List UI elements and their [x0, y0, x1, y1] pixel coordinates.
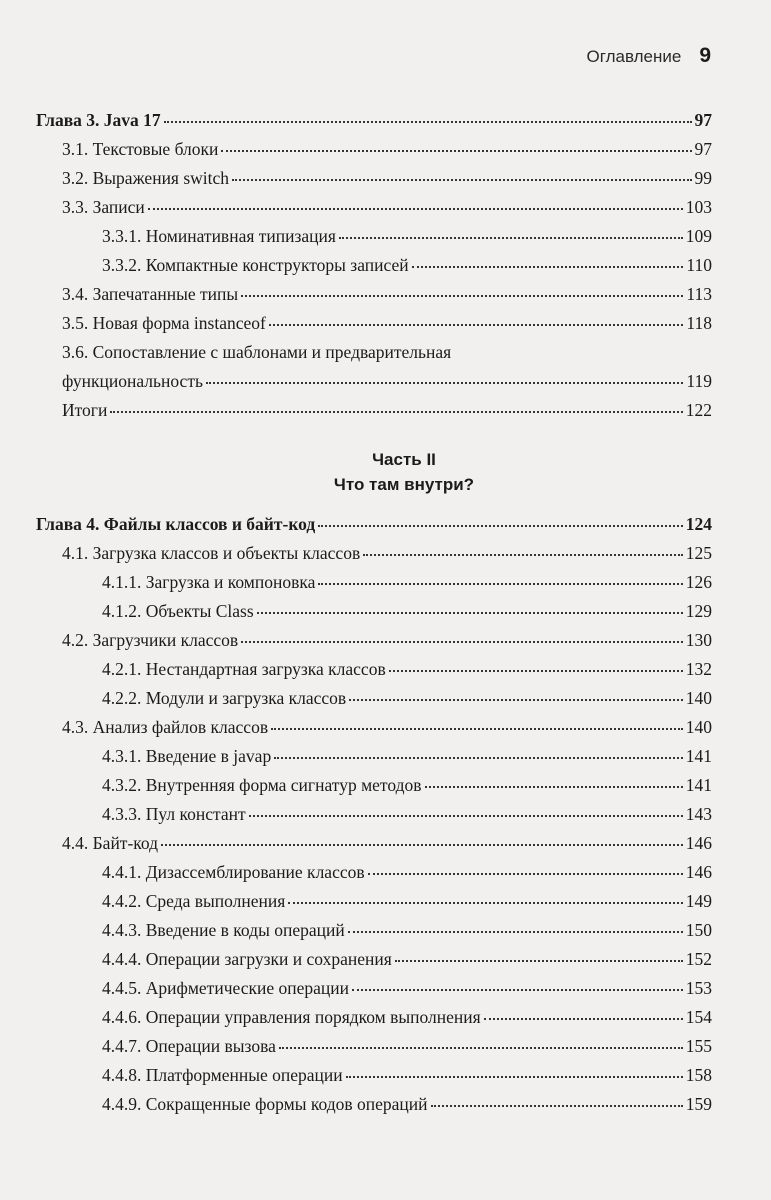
part-label: Часть II [372, 450, 436, 469]
toc-entry[interactable] [36, 1090, 712, 1119]
toc-entry[interactable] [36, 800, 712, 829]
dot-leader [425, 786, 683, 788]
toc-entry-title: 4.2.2. Модули и загрузка классов [102, 688, 347, 708]
toc-entry[interactable] [36, 251, 712, 280]
running-head [587, 44, 711, 68]
toc-entry[interactable] [36, 597, 712, 626]
toc-entry[interactable] [36, 1003, 712, 1032]
toc-entry-page: 153 [685, 978, 712, 998]
toc-entry-page: 146 [685, 833, 712, 853]
dot-leader [279, 1047, 683, 1049]
toc-entry-page: 124 [685, 514, 712, 534]
toc-entry[interactable] [36, 974, 712, 1003]
dot-leader [288, 902, 682, 904]
toc-entry[interactable] [36, 858, 712, 887]
dot-leader [148, 208, 683, 210]
dot-leader [389, 670, 683, 672]
toc-entry-title: 3.3.2. Компактные конструкторы записей [102, 255, 409, 275]
toc-entry-page: 146 [685, 862, 712, 882]
dot-leader [349, 699, 683, 701]
toc-entry-title: 4.4.7. Операции вызова [102, 1036, 276, 1056]
dot-leader [221, 150, 691, 152]
toc-entry-page: 118 [686, 313, 712, 333]
toc-entry-title: 4.4.2. Среда выполнения [102, 891, 286, 911]
toc-entry-title: 4.4.8. Платформенные операции [102, 1065, 343, 1085]
toc-entry-page: 150 [685, 920, 712, 940]
toc-entry[interactable] [36, 771, 712, 800]
toc-entry[interactable] [36, 684, 712, 713]
toc-entry-page: 125 [685, 543, 712, 563]
page-number: 9 [699, 44, 711, 67]
dot-leader [232, 179, 691, 181]
toc-entry[interactable] [36, 396, 712, 425]
toc-entry-page: 103 [685, 197, 712, 217]
toc-entry-title: 4.4.4. Операции загрузки и сохранения [102, 949, 392, 969]
toc-entry-page: 140 [685, 688, 712, 708]
toc-entry-page: 109 [685, 226, 712, 246]
dot-leader [318, 525, 682, 527]
toc-entry[interactable] [36, 1061, 712, 1090]
part-heading [36, 447, 712, 497]
dot-leader [110, 411, 682, 413]
toc-entry-page: 126 [685, 572, 712, 592]
dot-leader [484, 1018, 683, 1020]
toc-entry[interactable] [36, 742, 712, 771]
table-of-contents [36, 106, 712, 1119]
toc-entry-title: 4.2.1. Нестандартная загрузка классов [102, 659, 386, 679]
toc-entry-page: 130 [685, 630, 712, 650]
toc-entry-page: 110 [686, 255, 712, 275]
dot-leader [269, 324, 684, 326]
toc-entry[interactable] [36, 309, 712, 338]
dot-leader [318, 583, 682, 585]
toc-entry[interactable] [36, 280, 712, 309]
toc-entry[interactable] [36, 1032, 712, 1061]
toc-entry-title: 3.4. Запечатанные типы [62, 284, 239, 304]
toc-entry-page: 143 [685, 804, 712, 824]
dot-leader [241, 641, 683, 643]
toc-entry-title: 4.3.3. Пул констант [102, 804, 246, 824]
toc-entry[interactable] [36, 887, 712, 916]
toc-entry-title: 4.4.6. Операции управления порядком выполнения [102, 1007, 481, 1027]
toc-entry-title-line1: 3.6. Сопоставление с шаблонами и предварительная [62, 342, 452, 362]
toc-entry-title: 4.3.2. Внутренняя форма сигнатур методов [102, 775, 422, 795]
dot-leader [431, 1105, 683, 1107]
dot-leader [368, 873, 683, 875]
toc-entry-title: Глава 4. Файлы классов и байт-код [36, 514, 316, 534]
toc-entry-page: 158 [685, 1065, 712, 1085]
dot-leader [257, 612, 683, 614]
toc-entry-title: 3.3.1. Номинативная типизация [102, 226, 336, 246]
toc-entry-title: Глава 3. Java 17 [36, 110, 161, 130]
toc-entry-title: 4.2. Загрузчики классов [62, 630, 239, 650]
toc-entry-page: 154 [685, 1007, 712, 1027]
toc-chapter-4[interactable] [36, 510, 712, 539]
toc-entry-page: 97 [694, 139, 712, 159]
dot-leader [206, 382, 683, 384]
toc-entry-page: 99 [694, 168, 712, 188]
dot-leader [395, 960, 683, 962]
toc-entry-title: 4.4.1. Дизассемблирование классов [102, 862, 365, 882]
dot-leader [249, 815, 683, 817]
toc-entry-title: 4.4.9. Сокращенные формы кодов операций [102, 1094, 428, 1114]
toc-entry-title: 4.3.1. Введение в javap [102, 746, 272, 766]
toc-entry[interactable] [36, 539, 712, 568]
toc-entry[interactable] [36, 655, 712, 684]
toc-entry-title-line2: функциональность [62, 371, 203, 391]
toc-chapter-3[interactable] [36, 106, 712, 135]
toc-entry[interactable] [36, 626, 712, 655]
toc-entry-title: 4.4. Байт-код [62, 833, 159, 853]
toc-entry-page: 122 [685, 400, 712, 420]
toc-entry-page: 119 [686, 371, 712, 391]
toc-entry-title: 4.1.1. Загрузка и компоновка [102, 572, 316, 592]
part-title: Что там внутри? [333, 475, 475, 494]
dot-leader [363, 554, 683, 556]
toc-entry-title: 4.4.5. Арифметические операции [102, 978, 349, 998]
toc-entry[interactable] [36, 945, 712, 974]
dot-leader [274, 757, 683, 759]
running-title: Оглавление [586, 47, 682, 66]
dot-leader [271, 728, 683, 730]
toc-entry-page: 155 [685, 1036, 712, 1056]
dot-leader [348, 931, 683, 933]
toc-entry-title: 3.1. Текстовые блоки [62, 139, 219, 159]
toc-entry[interactable] [36, 713, 712, 742]
toc-entry-title: 4.1. Загрузка классов и объекты классов [62, 543, 361, 563]
toc-entry-page: 97 [694, 110, 712, 130]
toc-entry-title: 4.4.3. Введение в коды операций [102, 920, 345, 940]
toc-entry[interactable] [36, 222, 712, 251]
toc-entry-title: 4.1.2. Объекты Class [102, 601, 254, 621]
toc-entry[interactable] [36, 193, 712, 222]
dot-leader [352, 989, 683, 991]
toc-entry-page: 113 [686, 284, 712, 304]
toc-entry-page: 132 [685, 659, 712, 679]
toc-entry-multiline[interactable] [36, 338, 712, 396]
toc-entry-page: 129 [685, 601, 712, 621]
toc-entry-title: 3.5. Новая форма instanceof [62, 313, 266, 333]
toc-entry-page: 152 [685, 949, 712, 969]
toc-entry[interactable] [36, 568, 712, 597]
toc-entry-page: 159 [685, 1094, 712, 1114]
dot-leader [412, 266, 684, 268]
toc-entry-page: 140 [685, 717, 712, 737]
dot-leader [241, 295, 683, 297]
toc-entry[interactable] [36, 829, 712, 858]
dot-leader [346, 1076, 683, 1078]
toc-entry[interactable] [36, 916, 712, 945]
toc-entry[interactable] [36, 164, 712, 193]
toc-entry[interactable] [36, 135, 712, 164]
dot-leader [161, 844, 683, 846]
toc-entry-page: 141 [685, 775, 712, 795]
toc-entry-page: 149 [685, 891, 712, 911]
toc-entry-title: Итоги [62, 400, 108, 420]
dot-leader [164, 121, 692, 123]
toc-entry-page: 141 [685, 746, 712, 766]
toc-entry-title: 4.3. Анализ файлов классов [62, 717, 269, 737]
dot-leader [339, 237, 683, 239]
toc-entry-title: 3.3. Записи [62, 197, 145, 217]
toc-entry-title: 3.2. Выражения switch [62, 168, 230, 188]
